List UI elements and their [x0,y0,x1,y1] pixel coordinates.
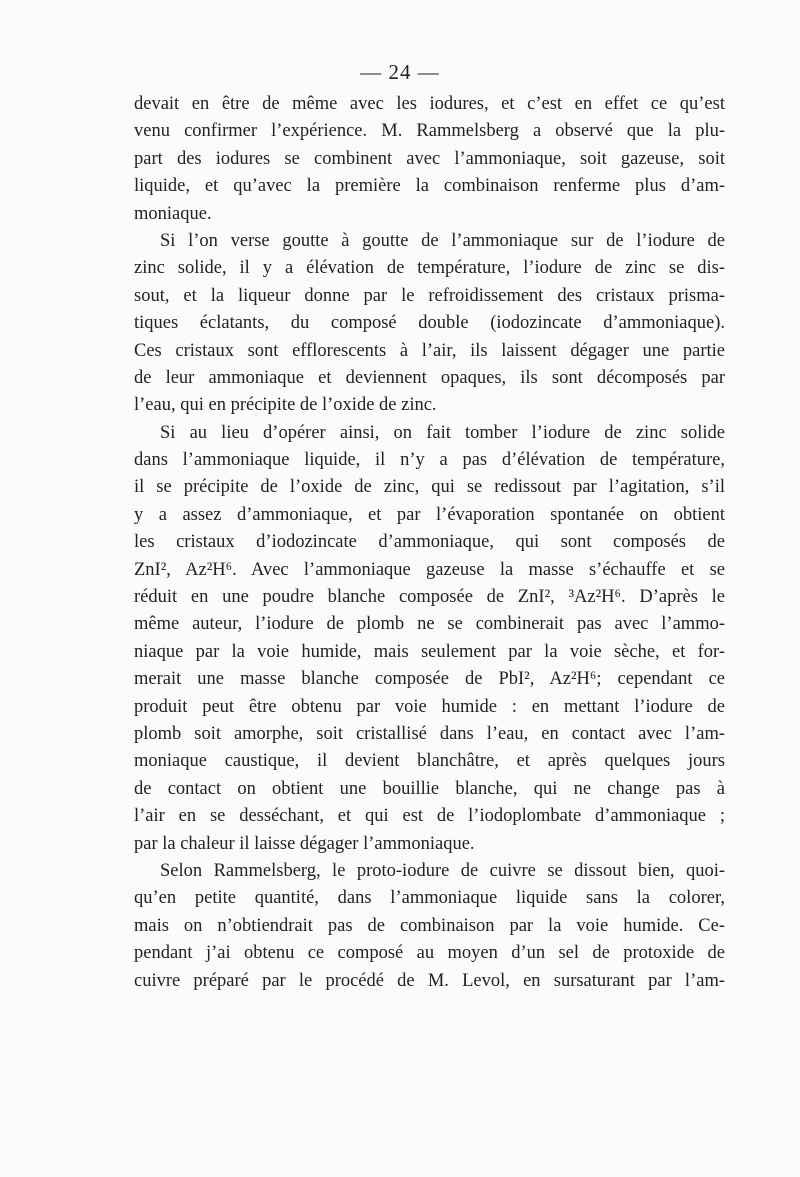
text-line: tiques éclatants, du composé double (iodozincate d’ammoniaque). [134,313,725,334]
text-line: de contact on obtient une bouillie blanche, qui ne change pas à [134,778,725,799]
text-line: liquide, et qu’avec la première la combinaison renferme plus d’am- [134,176,725,197]
text-line: ZnI², Az²H⁶. Avec l’ammoniaque gazeuse la masse s’échauffe et se [134,559,725,580]
text-line: zinc solide, il y a élévation de température, l’iodure de zinc se dis- [134,258,725,279]
text-line: il se précipite de l’oxide de zinc, qui se redissout par l’agitation, s’il [134,477,725,498]
text-line: qu’en petite quantité, dans l’ammoniaque liquide sans la colorer, [134,888,725,909]
text-line: sout, et la liqueur donne par le refroidissement des cristaux prisma- [134,285,725,306]
text-line: venu confirmer l’expérience. M. Rammelsberg a observé que la plu- [134,121,725,142]
text-line: Selon Rammelsberg, le proto-iodure de cuivre se dissout bien, quoi- [160,860,725,881]
text-line: l’eau, qui en précipite de l’oxide de zinc. [134,395,437,416]
text-line: niaque par la voie humide, mais seulement par la voie sèche, et for- [134,641,725,662]
text-line: Ces cristaux sont efflorescents à l’air, ils laissent dégager une partie [134,340,725,361]
text-line: merait une masse blanche composée de PbI², Az²H⁶; cependant ce [134,669,725,690]
text-line: mais on n’obtiendrait pas de combinaison par la voie humide. Ce- [134,915,725,936]
text-line: cuivre préparé par le procédé de M. Levol, en sursaturant par l’am- [134,970,725,991]
text-line: de leur ammoniaque et deviennent opaques, ils sont décomposés par [134,367,725,388]
text-line: moniaque caustique, il devient blanchâtre, et après quelques jours [134,751,725,772]
text-line: Si au lieu d’opérer ainsi, on fait tomber l’iodure de zinc solide [160,422,725,443]
page-number: — 24 — [360,60,440,84]
body-text [134,91,725,995]
text-line: réduit en une poudre blanche composée de ZnI², ³Az²H⁶. D’après le [134,587,725,608]
text-line: moniaque. [134,203,212,224]
text-line: produit peut être obtenu par voie humide : en mettant l’iodure de [134,696,725,717]
text-line: devait en être de même avec les iodures, et c’est en effet ce qu’est [134,94,725,114]
text-line: dans l’ammoniaque liquide, il n’y a pas d’élévation de température, [134,450,725,471]
text-line: l’air en se desséchant, et qui est de l’iodoplombate d’ammoniaque ; [134,806,725,827]
text-line: Si l’on verse goutte à goutte de l’ammoniaque sur de l’iodure de [160,230,725,251]
text-line: pendant j’ai obtenu ce composé au moyen d’un sel de protoxide de [134,943,725,964]
text-line: même auteur, l’iodure de plomb ne se combinerait pas avec l’ammo- [134,614,725,635]
text-line: plomb soit amorphe, soit cristallisé dans l’eau, en contact avec l’am- [134,723,725,744]
text-line: par la chaleur il laisse dégager l’ammoniaque. [134,833,475,854]
text-line: part des iodures se combinent avec l’ammoniaque, soit gazeuse, soit [134,148,725,169]
text-line: les cristaux d’iodozincate d’ammoniaque, qui sont composés de [134,532,725,553]
text-line: y a assez d’ammoniaque, et par l’évaporation spontanée on obtient [134,504,725,525]
